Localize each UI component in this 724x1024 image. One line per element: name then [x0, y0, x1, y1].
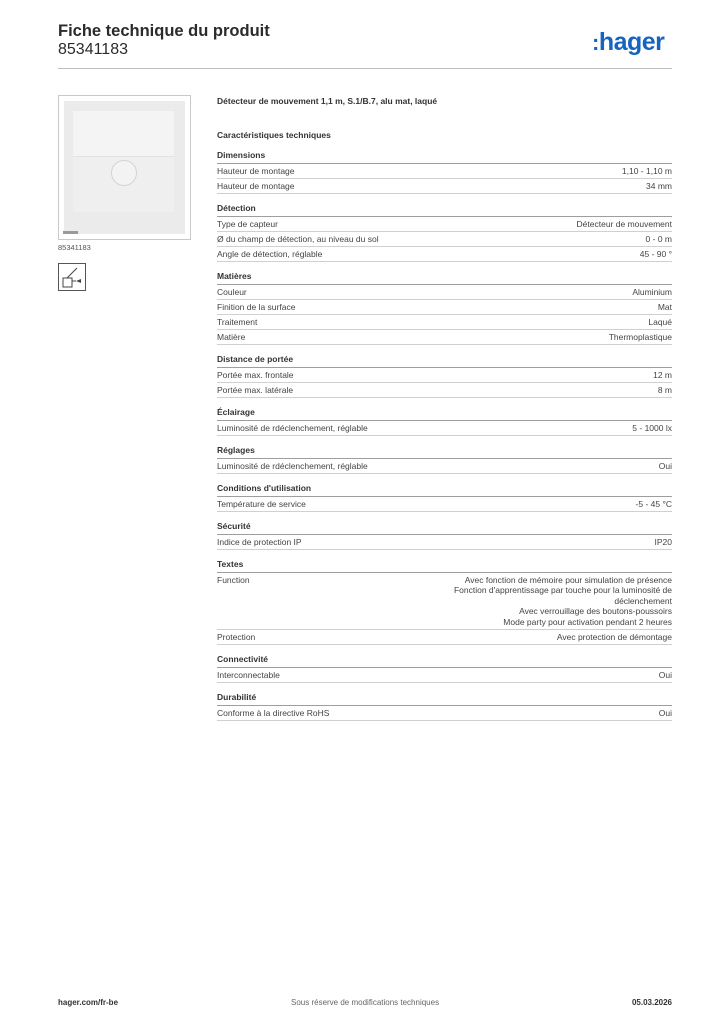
spec-label: Couleur: [217, 286, 247, 297]
spec-label: Hauteur de montage: [217, 180, 295, 191]
spec-row: [217, 300, 672, 315]
spec-value: -5 - 45 °C: [635, 498, 672, 509]
page-header: [58, 22, 270, 59]
spec-row: [217, 383, 672, 398]
motion-detector-symbol-icon: [58, 263, 86, 291]
spec-row: [217, 497, 672, 512]
spec-row: [217, 179, 672, 194]
spec-value: Aluminium: [632, 286, 672, 297]
spec-value: [454, 575, 672, 628]
sensor-lens: [111, 160, 137, 186]
spec-value-line: Mode party pour activation pendant 2 heures: [503, 616, 672, 627]
product-image: [58, 95, 191, 240]
footer-website[interactable]: hager.com/fr-be: [58, 998, 119, 1007]
section-heading: Conditions d'utilisation: [217, 483, 672, 497]
spec-value-line: Fonction d'apprentissage par touche pour la luminosité de: [453, 585, 672, 595]
spec-value: Oui: [658, 460, 672, 471]
spec-value: Avec protection de démontage: [556, 631, 672, 642]
spec-value-line: Avec verrouillage des boutons-poussoirs: [519, 606, 672, 616]
spec-label: Ø du champ de détection, au niveau du sol: [217, 233, 379, 244]
spec-value: 1,10 - 1,10 m: [621, 165, 672, 176]
spec-label: Portée max. latérale: [217, 384, 294, 395]
spec-label: Conforme à la directive RoHS: [217, 707, 330, 718]
footer-date: 05.03.2026: [631, 998, 672, 1007]
spec-label: Function: [217, 574, 250, 585]
spec-value-line: Avec fonction de mémoire pour simulation de présence: [464, 574, 672, 585]
spec-section: [217, 150, 672, 194]
section-heading: Textes: [217, 559, 672, 573]
spec-value: Thermoplastique: [608, 331, 672, 342]
spec-label: Luminosité de rdéclenchement, réglable: [217, 422, 368, 433]
spec-value: Oui: [658, 707, 672, 718]
spec-row: [217, 421, 672, 436]
spec-label: Portée max. frontale: [217, 369, 294, 380]
section-heading: Dimensions: [217, 150, 672, 164]
spec-value: 5 - 1000 lx: [632, 422, 672, 433]
spec-row: [217, 459, 672, 474]
spec-value: 45 - 90 °: [639, 248, 672, 259]
spec-section: [217, 483, 672, 512]
image-caption: 85341183: [58, 243, 91, 252]
page-title: Fiche technique du produit: [58, 22, 270, 40]
spec-row: [217, 573, 672, 630]
spec-label: Luminosité de rdéclenchement, réglable: [217, 460, 368, 471]
spec-row: [217, 668, 672, 683]
spec-row: [217, 706, 672, 721]
spec-row: [217, 247, 672, 262]
spec-section: [217, 203, 672, 262]
spec-content: [217, 96, 672, 730]
spec-row: [217, 232, 672, 247]
spec-section: [217, 521, 672, 550]
spec-value: IP20: [654, 536, 672, 547]
spec-row: [217, 285, 672, 300]
section-heading: Détection: [217, 203, 672, 217]
section-heading: Connectivité: [217, 654, 672, 668]
spec-row: [217, 164, 672, 179]
spec-row: [217, 630, 672, 645]
spec-value: 0 - 0 m: [645, 233, 672, 244]
spec-value: Détecteur de mouvement: [576, 218, 672, 229]
spec-row: [217, 315, 672, 330]
scale-bar-icon: [63, 231, 78, 234]
spec-value: Oui: [658, 669, 672, 680]
product-title: Détecteur de mouvement 1,1 m, S.1/B.7, alu mat, laqué: [217, 96, 438, 106]
hager-logo: :hager: [592, 28, 665, 56]
spec-row: [217, 368, 672, 383]
spec-value: Laqué: [648, 316, 672, 327]
spec-section: [217, 692, 672, 721]
spec-row: [217, 535, 672, 550]
section-heading: Réglages: [217, 445, 672, 459]
section-heading: Matières: [217, 271, 672, 285]
spec-label: Interconnectable: [217, 669, 280, 680]
spec-row: [217, 217, 672, 232]
spec-label: Angle de détection, réglable: [217, 248, 323, 259]
header-divider: [58, 68, 672, 69]
spec-label: Hauteur de montage: [217, 165, 295, 176]
spec-section: [217, 559, 672, 645]
spec-section: [217, 271, 672, 345]
section-heading: Sécurité: [217, 521, 672, 535]
spec-value-line: déclenchement: [614, 595, 672, 606]
spec-label: Type de capteur: [217, 218, 278, 229]
spec-section: [217, 654, 672, 683]
spec-value: 8 m: [657, 384, 672, 395]
section-heading: Éclairage: [217, 407, 672, 421]
section-heading: Durabilité: [217, 692, 672, 706]
spec-label: Traitement: [217, 316, 258, 327]
spec-sections: [217, 150, 672, 721]
spec-section: [217, 407, 672, 436]
spec-value: Mat: [657, 301, 672, 312]
tech-heading: Caractéristiques techniques: [217, 130, 331, 140]
product-photo: [64, 101, 185, 234]
spec-label: Finition de la surface: [217, 301, 296, 312]
section-heading: Distance de portée: [217, 354, 672, 368]
spec-section: [217, 445, 672, 474]
product-code: 85341183: [58, 41, 128, 58]
spec-section: [217, 354, 672, 398]
spec-label: Protection: [217, 631, 256, 642]
spec-row: [217, 330, 672, 345]
spec-label: Matière: [217, 331, 246, 342]
spec-label: Température de service: [217, 498, 306, 509]
spec-value: 12 m: [653, 369, 672, 380]
spec-value: 34 mm: [646, 180, 672, 191]
spec-label: Indice de protection IP: [217, 536, 302, 547]
footer-disclaimer: Sous réserve de modifications techniques: [291, 998, 440, 1007]
